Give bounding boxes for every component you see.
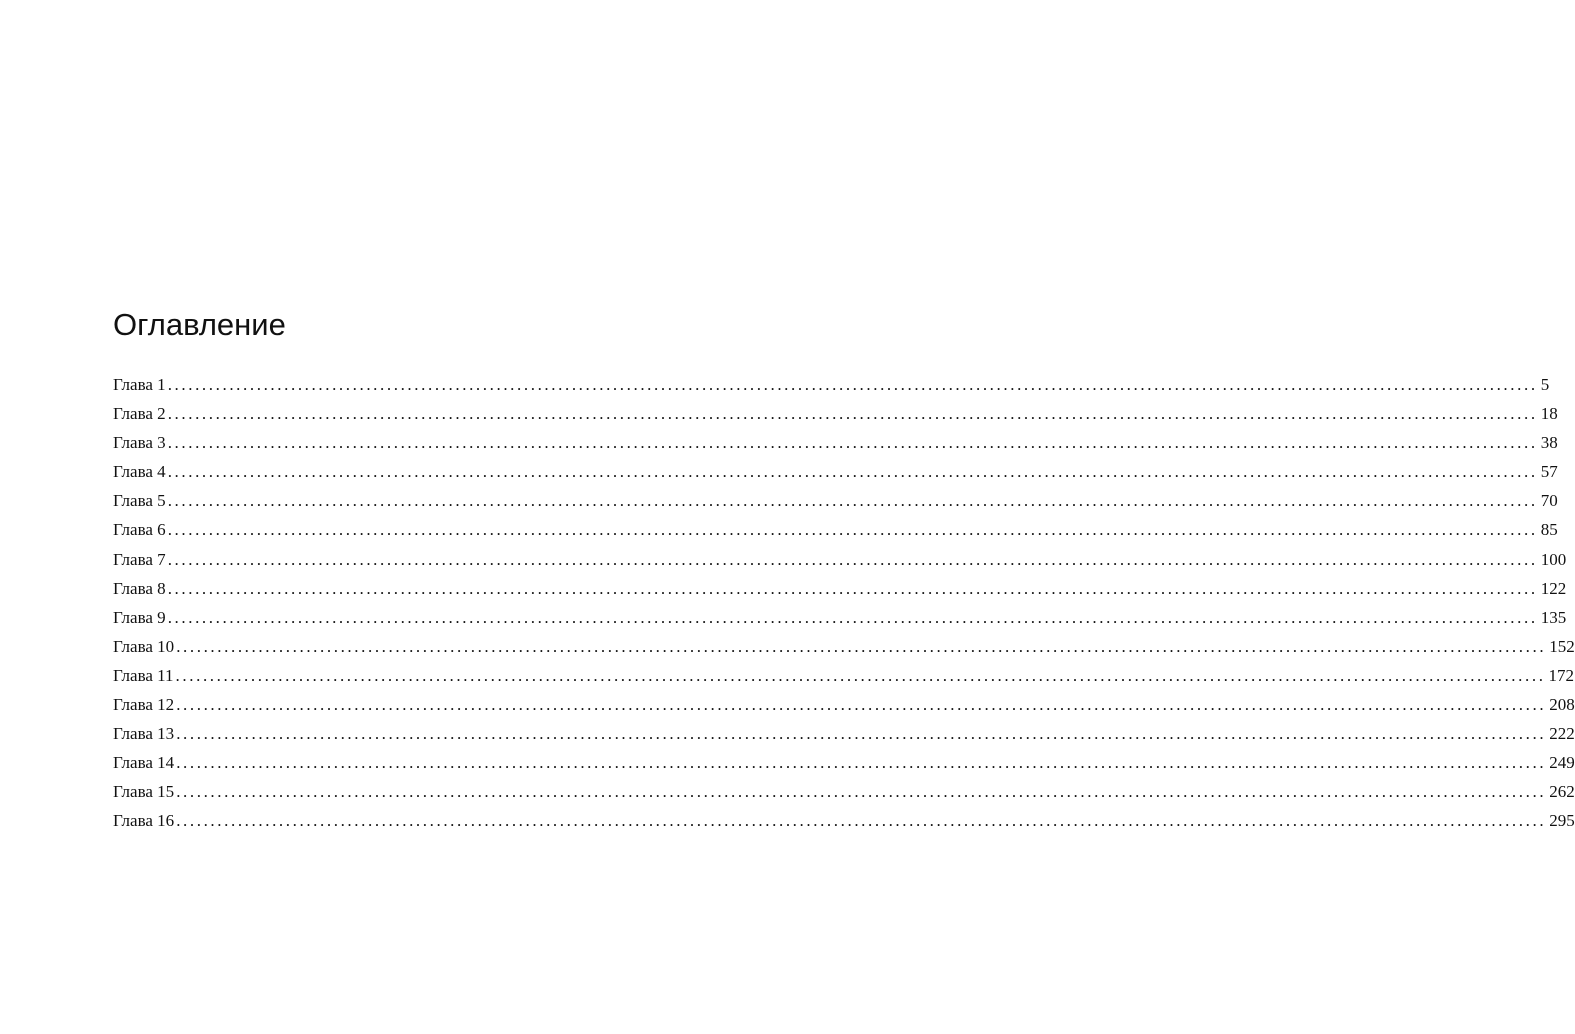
toc-entry-page-number: 18 [1540, 404, 1558, 424]
toc-entry-page-number: 295 [1549, 811, 1575, 831]
toc-entry[interactable] [113, 661, 1575, 690]
toc-entry-page-number: 122 [1540, 578, 1567, 598]
toc-entry-page-number: 172 [1548, 665, 1575, 685]
toc-entry[interactable] [113, 806, 1575, 835]
toc-entry-label: Глава 1 [113, 375, 166, 394]
toc-entry[interactable] [113, 690, 1575, 719]
dot-leader: ........................................................................................................................................................................................................ [176, 724, 1547, 744]
toc-entry-page-number: 85 [1540, 520, 1558, 540]
toc-entry[interactable] [113, 428, 1558, 457]
toc-entry[interactable] [113, 399, 1558, 428]
toc-entry-label: Глава 8 [113, 578, 166, 598]
toc-entry-page-number: 5 [1540, 375, 1550, 394]
toc-entry[interactable] [113, 370, 1550, 399]
dot-leader: ........................................................................................................................................................................................................ [167, 375, 1538, 394]
dot-leader: ........................................................................................................................................................................................................ [176, 811, 1547, 831]
toc-entry-page-number: 249 [1549, 753, 1575, 773]
toc-entry-label: Глава 12 [113, 695, 175, 715]
toc-entry[interactable] [113, 457, 1558, 486]
toc-entry-label: Глава 10 [113, 636, 175, 656]
dot-leader: ........................................................................................................................................................................................................ [167, 549, 1538, 569]
toc-entry-page-number: 208 [1549, 695, 1575, 715]
toc-entry-page-number: 262 [1549, 782, 1575, 802]
toc-entry-page-number: 57 [1540, 462, 1558, 482]
toc-entry-page-number: 135 [1540, 607, 1567, 627]
toc-entry-label: Глава 6 [113, 520, 166, 540]
toc-entry[interactable] [113, 719, 1575, 748]
toc-entry-page-number: 152 [1549, 636, 1575, 656]
toc-entry[interactable] [113, 603, 1567, 632]
toc-entry-label: Глава 5 [113, 491, 166, 511]
toc-entry-label: Глава 2 [113, 404, 166, 424]
toc-entry-label: Глава 7 [113, 549, 166, 569]
dot-leader: ........................................................................................................................................................................................................ [176, 636, 1547, 656]
dot-leader: ........................................................................................................................................................................................................ [167, 433, 1538, 453]
toc-entry-page-number: 70 [1540, 491, 1558, 511]
toc-entry-page-number: 222 [1549, 724, 1575, 744]
toc-heading: Оглавление [113, 307, 286, 342]
toc-entry[interactable] [113, 777, 1575, 806]
toc-entry[interactable] [113, 486, 1558, 515]
dot-leader: ........................................................................................................................................................................................................ [175, 665, 1546, 685]
toc-entry-page-number: 38 [1540, 433, 1558, 453]
toc-entry[interactable] [113, 545, 1567, 574]
toc-entry[interactable] [113, 515, 1558, 544]
dot-leader: ........................................................................................................................................................................................................ [176, 753, 1547, 773]
dot-leader: ........................................................................................................................................................................................................ [167, 607, 1538, 627]
toc-entry[interactable] [113, 632, 1575, 661]
dot-leader: ........................................................................................................................................................................................................ [176, 695, 1547, 715]
dot-leader: ........................................................................................................................................................................................................ [167, 491, 1538, 511]
toc-entry-label: Глава 15 [113, 782, 175, 802]
toc-entry-label: Глава 11 [113, 665, 174, 685]
dot-leader: ........................................................................................................................................................................................................ [167, 404, 1538, 424]
dot-leader: ........................................................................................................................................................................................................ [167, 462, 1538, 482]
toc-entry-page-number: 100 [1540, 549, 1567, 569]
table-of-contents [113, 370, 1575, 836]
toc-entry-label: Глава 9 [113, 607, 166, 627]
toc-entry[interactable] [113, 574, 1567, 603]
toc-entry-label: Глава 13 [113, 724, 175, 744]
dot-leader: ........................................................................................................................................................................................................ [167, 520, 1538, 540]
dot-leader: ........................................................................................................................................................................................................ [176, 782, 1547, 802]
toc-entry-label: Глава 4 [113, 462, 166, 482]
toc-entry-label: Глава 3 [113, 433, 166, 453]
toc-entry-label: Глава 14 [113, 753, 175, 773]
toc-entry[interactable] [113, 748, 1575, 777]
dot-leader: ........................................................................................................................................................................................................ [167, 578, 1538, 598]
toc-entry-label: Глава 16 [113, 811, 175, 831]
